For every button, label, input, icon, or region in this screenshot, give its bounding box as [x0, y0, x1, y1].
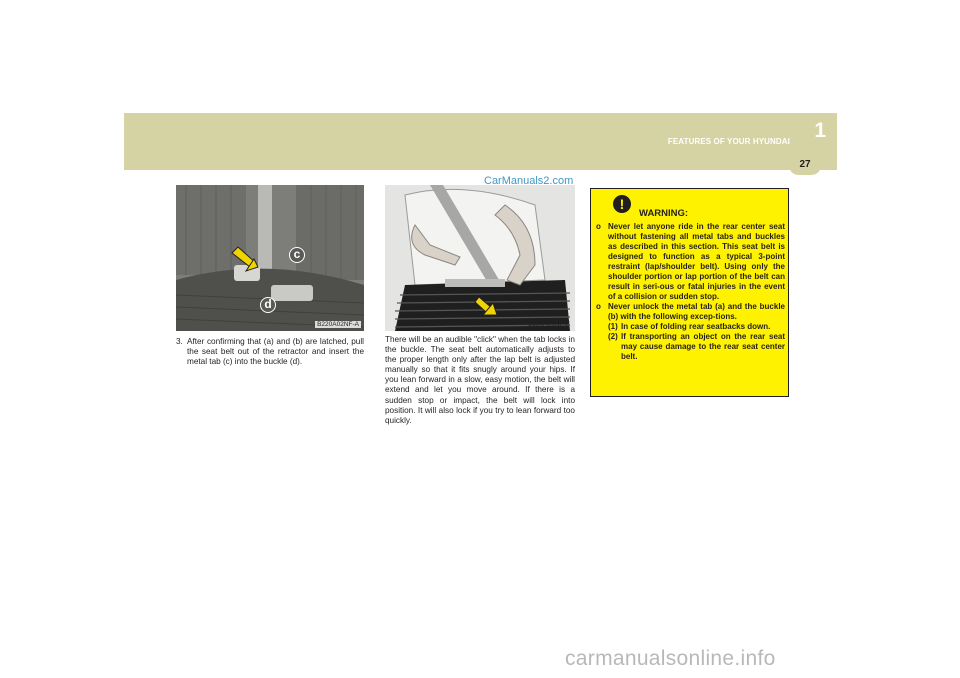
step-text: After confirming that (a) and (b) are latched, pull the seat belt out of the retractor and insert the metal tab (c) into the buckle (d).	[187, 337, 364, 367]
watermark-top[interactable]: CarManuals2.com	[484, 175, 574, 187]
warning-box	[590, 188, 789, 397]
sub-item-number: (2)	[608, 332, 618, 341]
watermark-bottom[interactable]: carmanualsonline.info	[565, 647, 776, 670]
person-fastening-belt-illustration	[385, 185, 575, 331]
figure-fastening-belt	[385, 185, 575, 331]
warning-list	[596, 222, 785, 362]
page-number: 27	[799, 159, 811, 170]
warning-sub-item	[596, 332, 785, 362]
sub-item-text: In case of folding rear seatbacks down.	[621, 322, 771, 331]
step-number: 3.	[176, 337, 183, 346]
warning-item-text: Never unlock the metal tab (a) and the buckle (b) with the following excep-tions.	[608, 302, 785, 321]
warning-item	[596, 302, 785, 322]
warning-sub-item	[596, 322, 785, 332]
figure-rear-seat-buckle	[176, 185, 364, 331]
figure-code: B220A02NF-A	[317, 321, 359, 328]
warning-title: WARNING:	[639, 208, 689, 219]
bullet: o	[596, 302, 601, 311]
warning-item-text: Never let anyone ride in the rear center seat without fastening all metal tabs and buckles as described in this section. This seat belt is designed to function as a typical 3-point restraint (lap/shoulder belt). Using only the shoulder portion or lap portion of the belt can result in seri-ous or fatal injuries in the event of a collision or sudden stop.	[608, 222, 785, 301]
belt-paragraph: There will be an audible "click" when the tab locks in the buckle. The seat belt automatically adjusts to the proper length only after the lap belt is adjusted manually so that it fits snugly around your hips. If you lean forward in a slow, easy motion, the belt will extend and let you move around. If there is a sudden stop or impact, the belt will lock into position. It will also lock if you try to lean forward too quickly.	[385, 335, 575, 425]
step-3	[176, 337, 364, 367]
chapter-number: 1	[814, 119, 826, 142]
callout-d: d	[260, 297, 276, 313]
figure-code: B180A01NF-E	[528, 321, 570, 328]
warning-item	[596, 222, 785, 302]
warning-exclamation-icon: !	[613, 195, 631, 213]
callout-c: c	[289, 247, 305, 263]
sub-item-text: If transporting an object on the rear seat may cause damage to the rear seat center belt.	[621, 332, 785, 361]
bullet: o	[596, 222, 601, 231]
chapter-title: FEATURES OF YOUR HYUNDAI	[667, 137, 790, 146]
sub-item-number: (1)	[608, 322, 618, 331]
